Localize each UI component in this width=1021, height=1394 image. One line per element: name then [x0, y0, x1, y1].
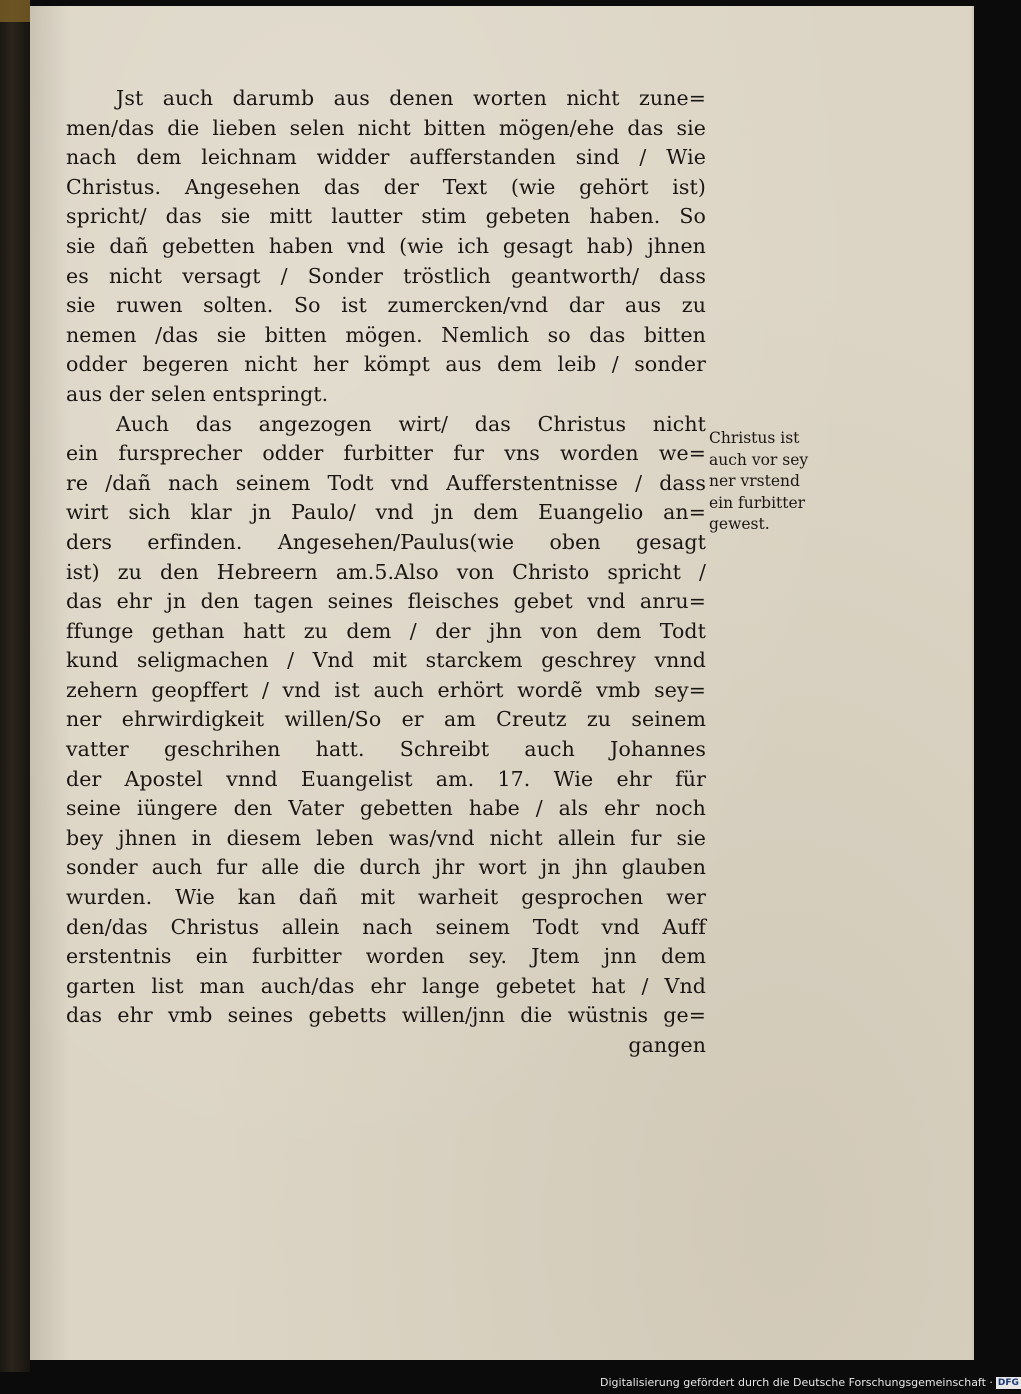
text-line: kund seligmachen / Vnd mit starckem geschrey vnnd	[66, 648, 706, 673]
text-line: nach dem leichnam widder aufferstanden sind / Wie	[66, 145, 706, 170]
text-line: der Apostel vnnd Euangelist am. 17. Wie ehr für	[66, 766, 706, 791]
text-line: ner ehrwirdigkeit willen/So er am Creutz zu seinem	[66, 707, 706, 732]
text-line: ders erfinden. Angesehen/Paulus(wie oben gesagt	[66, 529, 706, 554]
text-line: wirt sich klar jn Paulo/ vnd jn dem Euangelio an=	[66, 500, 706, 525]
text-line: erstentnis ein furbitter worden sey. Jtem jnn dem	[66, 944, 706, 969]
text-line: aus der selen entspringt.	[66, 381, 329, 406]
main-text-column	[66, 84, 706, 1061]
text-line: das ehr vmb seines gebetts willen/jnn die wüstnis ge=	[66, 1003, 706, 1028]
text-line: ein fursprecher odder furbitter fur vns worden we=	[66, 441, 706, 466]
book-binding	[0, 0, 30, 1372]
margin-note-line: auch vor sey	[709, 450, 809, 469]
text-line: spricht/ das sie mitt lautter stim gebeten haben. So	[66, 204, 706, 229]
digitization-credit	[600, 1374, 1019, 1392]
text-line: wurden. Wie kan dañ mit warheit gesprochen wer	[66, 885, 706, 910]
margin-note	[709, 428, 849, 536]
text-line: ist) zu den Hebreern am.5.Also von Christo spricht /	[66, 559, 706, 584]
text-line: nemen /das sie bitten mögen. Nemlich so das bitten	[66, 322, 706, 347]
text-line: men/das die lieben selen nicht bitten mögen/ehe das sie	[66, 115, 706, 140]
text-line: Auch das angezogen wirt/ das Christus nicht	[116, 411, 706, 436]
margin-note-line: gewest.	[709, 515, 770, 534]
margin-note-line: ein furbitter	[709, 493, 806, 512]
book-page	[30, 6, 972, 1360]
text-line: re /dañ nach seinem Todt vnd Aufferstentnisse / dass	[66, 470, 706, 495]
text-line: zehern geopffert / vnd ist auch erhört wordẽ vmb sey=	[66, 677, 706, 702]
text-line: garten list man auch/das ehr lange gebetet hat / Vnd	[66, 973, 706, 998]
text-line: seine iüngere den Vater gebetten habe / als ehr noch	[66, 796, 706, 821]
text-line: bey jhnen in diesem leben was/vnd nicht allein fur sie	[66, 825, 706, 850]
margin-note-line: ner vrstend	[709, 472, 800, 491]
text-line: Christus. Angesehen das der Text (wie gehört ist)	[66, 174, 706, 199]
text-line: es nicht versagt / Sonder tröstlich geantworth/ dass	[66, 263, 706, 288]
text-line: sie dañ gebetten haben vnd (wie ich gesagt hab) jhnen	[66, 233, 706, 258]
text-line: odder begeren nicht her kömpt aus dem leib / sonder	[66, 352, 706, 377]
catchword: gangen	[628, 1033, 706, 1057]
text-line: ffunge gethan hatt zu dem / der jhn von dem Todt	[66, 618, 706, 643]
text-line: vatter geschrihen hatt. Schreibt auch Johannes	[66, 737, 706, 762]
text-line: das ehr jn den tagen seines fleisches gebet vnd anru=	[66, 589, 706, 614]
credit-text: Digitalisierung gefördert durch die Deutsche Forschungsgemeinschaft ·	[600, 1376, 993, 1389]
text-line: den/das Christus allein nach seinem Todt vnd Auff	[66, 914, 706, 939]
text-line: sie ruwen solten. So ist zumercken/vnd dar aus zu	[66, 293, 706, 318]
dfg-logo: DFG	[997, 1378, 1019, 1388]
margin-note-line: Christus ist	[709, 429, 800, 447]
text-line: sonder auch fur alle die durch jhr wort jn jhn glauben	[66, 855, 706, 880]
text-line: Jst auch darumb aus denen worten nicht zune=	[116, 86, 706, 110]
